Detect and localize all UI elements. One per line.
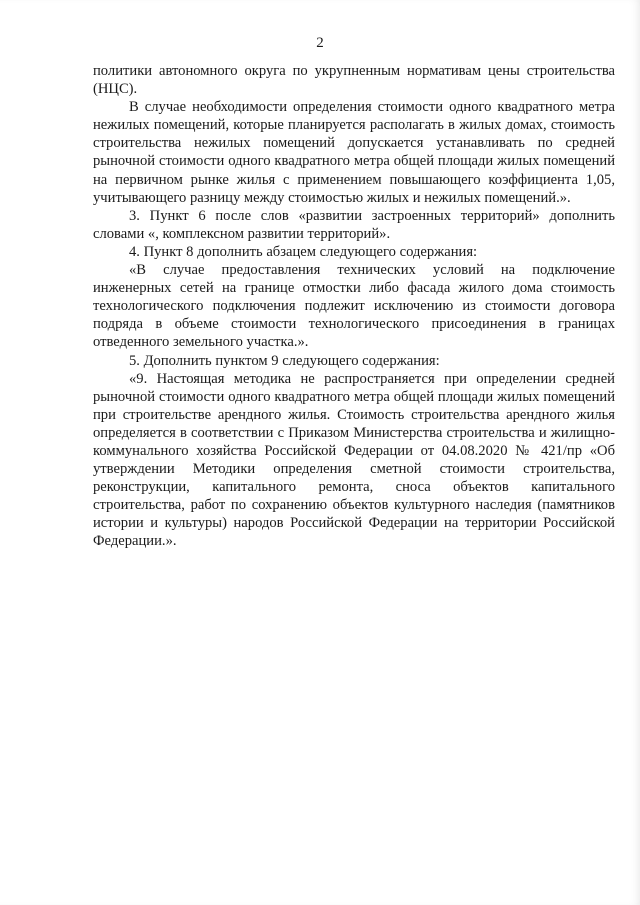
page-number: 2	[316, 35, 324, 51]
document-body	[93, 62, 615, 551]
paragraph-continuation: политики автономного округа по укрупненным нормативам цены строительства (НЦС).	[93, 63, 615, 98]
paragraph-item-5: 5. Дополнить пунктом 9 следующего содержания:	[129, 352, 440, 369]
paragraph-nonresidential-cost: В случае необходимости определения стоимости одного квадратного метра нежилых помещений, которые планируется располагать в жилых домах, стоимость строительства нежилых помещений допускается устанавливать по средней рыночной стоимости одного квадратного метра общей площади жилых помещений на первичном рынке жилья с применением повышающего коэффициента 1,05, учитывающего разницу между стоимостью жилых и нежилых помещений.».	[93, 99, 615, 206]
paragraph-item-4: 4. Пункт 8 дополнить абзацем следующего содержания:	[129, 243, 478, 260]
paragraph-item-3: 3. Пункт 6 после слов «развитии застроенных территорий» дополнить словами «, комплексном развитии территорий».	[93, 207, 615, 242]
paragraph-technical-conditions: «В случае предоставления технических условий на подключение инженерных сетей на границе отмостки либо фасада жилого дома стоимость технологического подключения подлежит исключению из стоимости договора подряда в объеме стоимости технологического присоединения в границах отведенного земельного участка.».	[93, 262, 615, 351]
paragraph-item-9-text: «9. Настоящая методика не распространяется при определении средней рыночной стоимости одного квадратного метра общей площади жилых помещений при строительстве арендного жилья. Стоимость строительства арендного жилья определяется в соответствии с Приказом Министерства строительства и жилищно-коммунального хозяйства Российской Федерации от 04.08.2020 № 421/пр «Об утверждении Методики определения сметной стоимости строительства, реконструкции, капитального ремонта, сноса объектов капитального строительства, работ по сохранению объектов культурного наследия (памятников истории и культуры) народов Российской Федерации на территории Российской Федерации.».	[93, 370, 615, 550]
